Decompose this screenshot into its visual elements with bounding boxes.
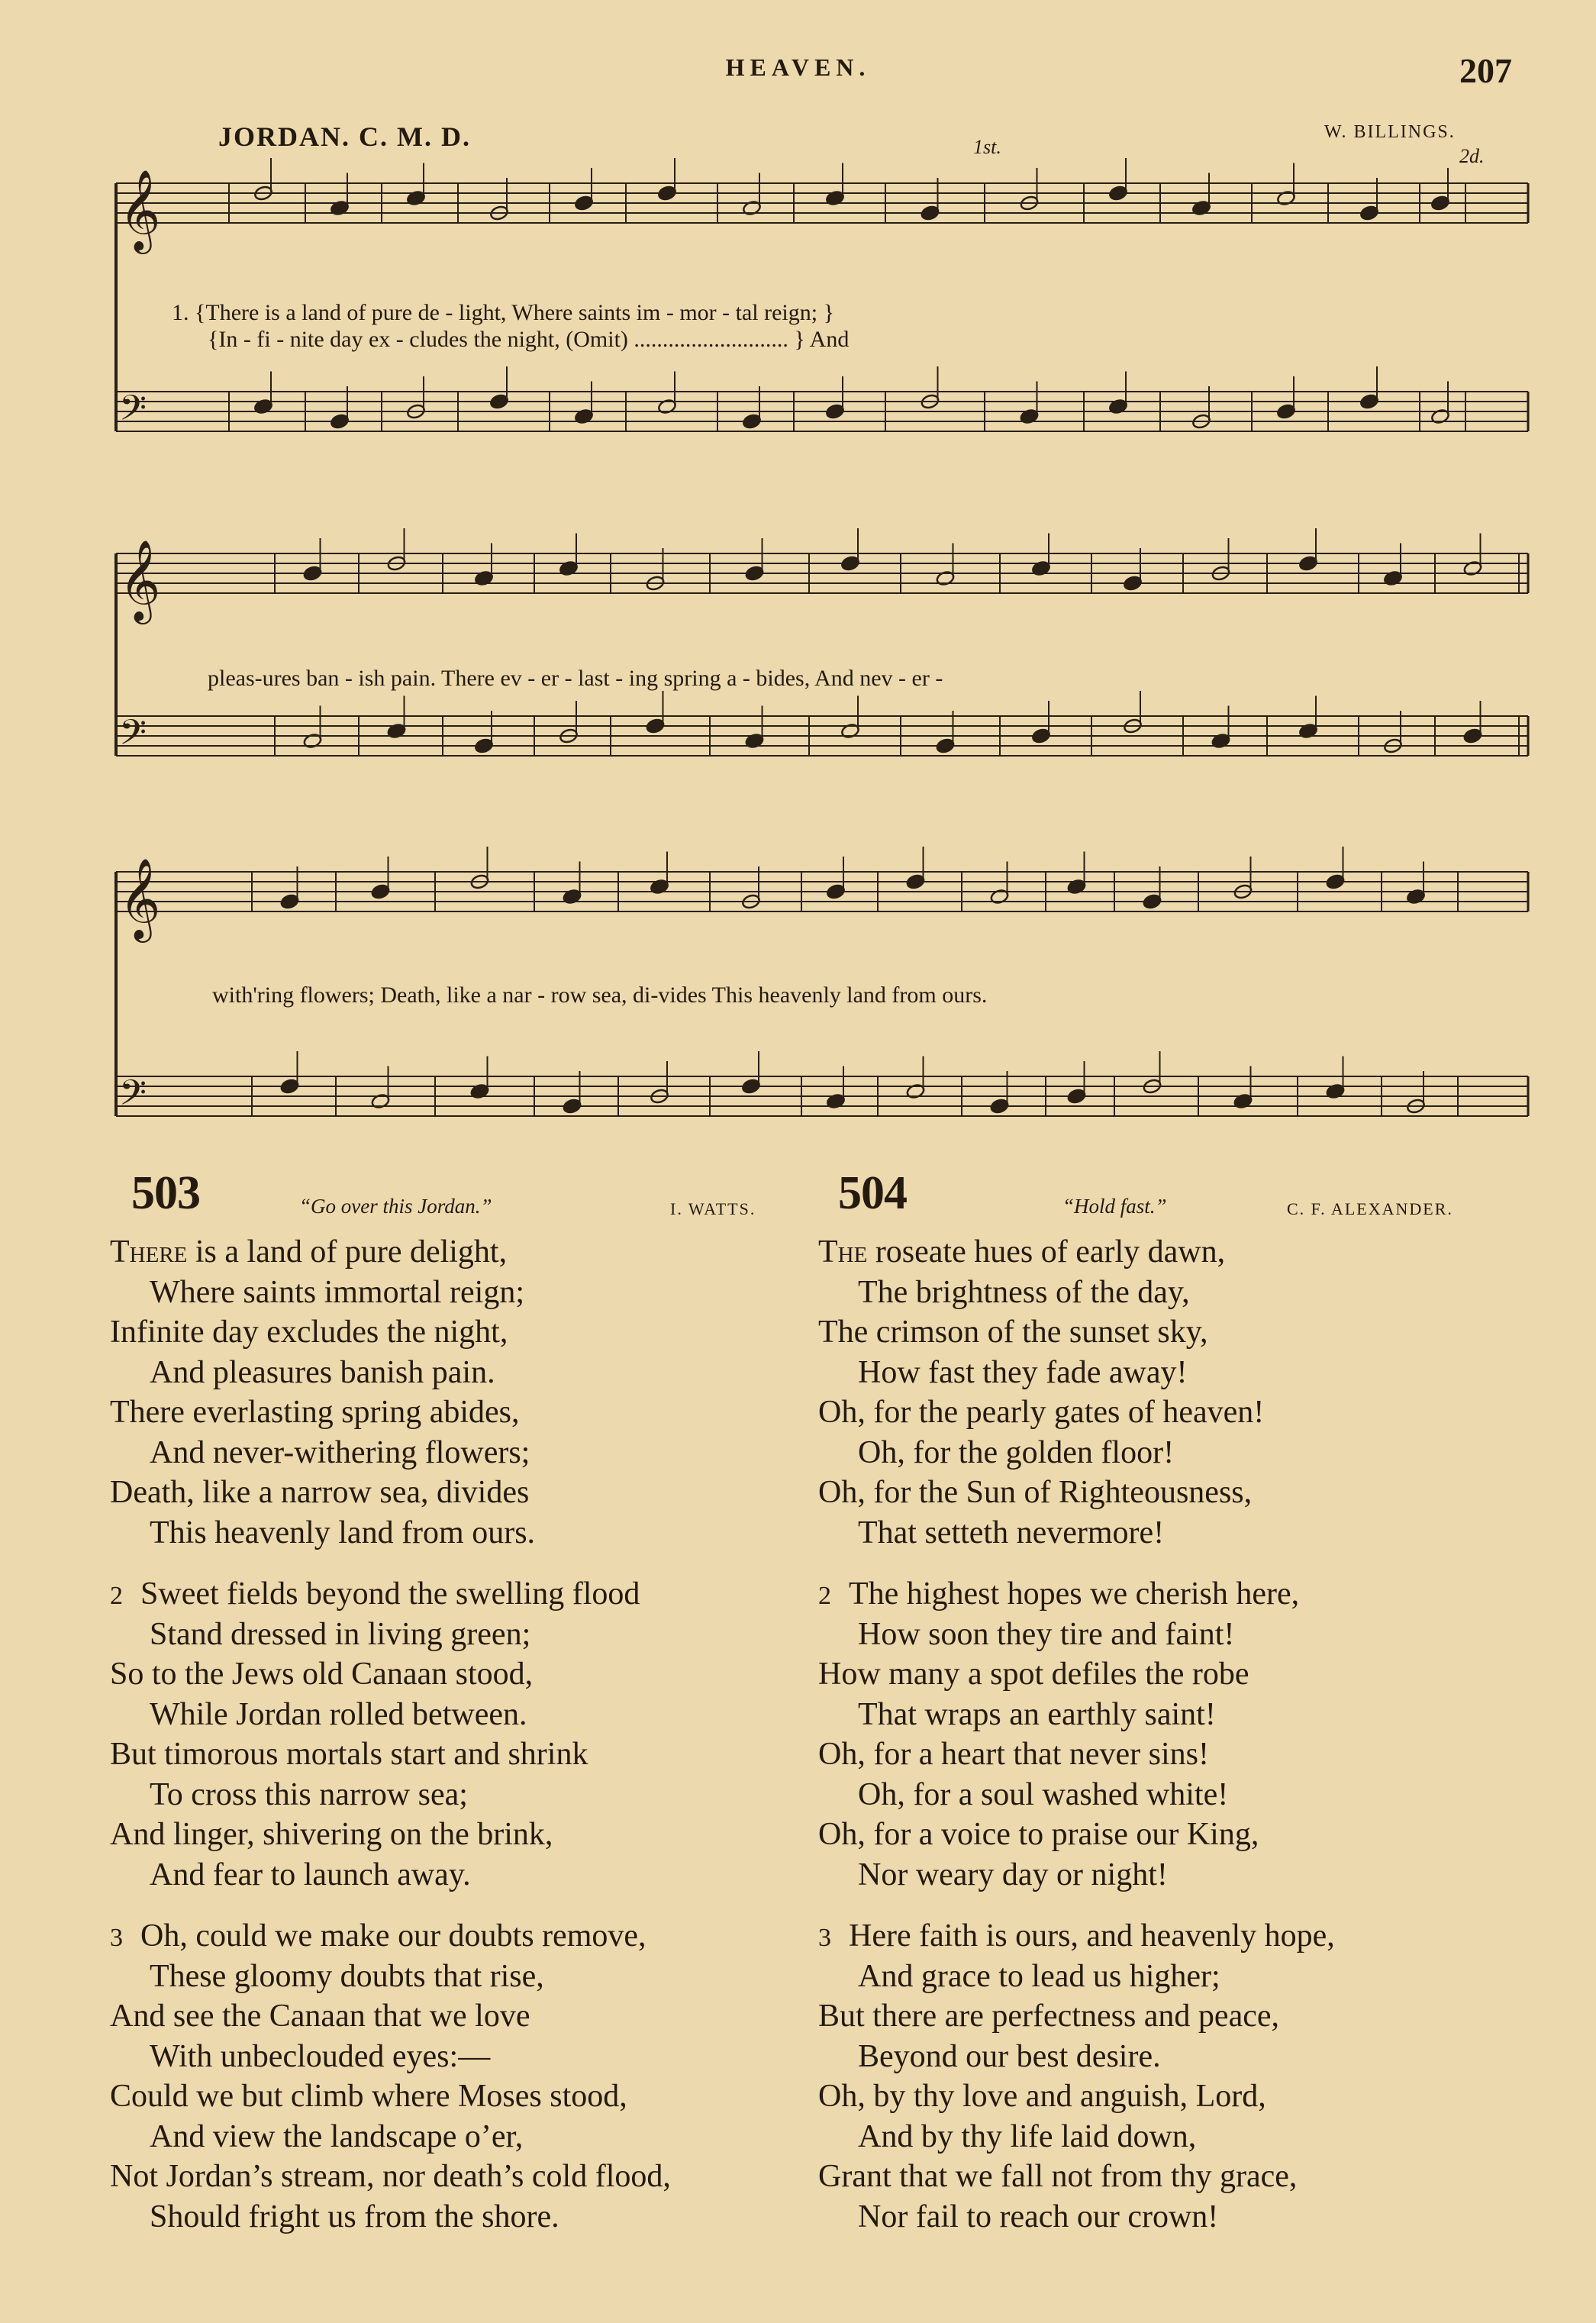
verse-line: Oh, for a voice to praise our King, [818, 1817, 1259, 1852]
hymn-motto: “Go over this Jordan.” [299, 1195, 492, 1218]
bass-clef-icon: 𝄢 [119, 1073, 147, 1122]
bass-clef-icon: 𝄢 [119, 712, 147, 762]
verse-line: Oh, for a heart that never sins! [818, 1737, 1209, 1772]
verse-line: And fear to launch away. [150, 1857, 471, 1892]
verse-line: And view the landscape o’er, [150, 2118, 524, 2154]
verse-line: Stand dressed in living green; [150, 1616, 531, 1652]
music-lyric-line: with'ring flowers; Death, like a nar - row sea, di-vides This heavenly land from ours. [212, 982, 988, 1008]
hymn-number: 504 [838, 1167, 907, 1219]
verse-line: To cross this narrow sea; [150, 1776, 468, 1812]
verse-line: But timorous mortals start and shrink [110, 1737, 588, 1772]
treble-clef-icon: 𝄞 [119, 857, 161, 939]
verse-line [818, 1574, 1505, 1615]
stanza-2 [110, 1574, 797, 1895]
verse-line: Not Jordan’s stream, nor death’s cold flood, [110, 2159, 671, 2194]
hymn-number: 503 [131, 1167, 200, 1219]
stanza-first-word: The [818, 1234, 868, 1270]
verse-line: And grace to lead us higher; [858, 1958, 1220, 1994]
verse-line: And never-withering flowers; [150, 1434, 530, 1470]
verse-line: How soon they tire and faint! [858, 1616, 1235, 1652]
verse-line: With unbeclouded eyes:— [150, 2038, 491, 2074]
hymn-author: I. WATTS. [670, 1199, 756, 1218]
verse-line-text: Here faith is ours, and heavenly hope, [849, 1918, 1335, 1954]
stanza-number: 3 [818, 1924, 831, 1952]
verse-line: This heavenly land from ours. [150, 1515, 536, 1550]
verse-line: While Jordan rolled between. [150, 1696, 527, 1732]
music-lyric-line: 1. {There is a land of pure de - light, Where saints im - mor - tal reign; } [172, 300, 834, 325]
music-lyric-line: pleas-ures ban - ish pain. There ev - er - last - ing spring a - bides, And nev - er - [208, 666, 943, 691]
verse-line [110, 1916, 797, 1957]
stanza-3 [818, 1916, 1505, 2237]
stanza-first-word: There [110, 1234, 188, 1270]
page-number: 207 [1459, 51, 1512, 90]
verse-line-text: Oh, could we make our doubts remove, [140, 1918, 646, 1954]
stanza-3 [110, 1916, 797, 2237]
verse-line: The crimson of the sunset sky, [818, 1315, 1208, 1350]
page-header-title: HEAVEN. [725, 53, 871, 81]
verse-line: Could we but climb where Moses stood, [110, 2079, 627, 2114]
hymn-503-text [110, 1232, 797, 2258]
verse-line-text: is a land of pure delight, [187, 1234, 508, 1270]
verse-line [818, 1916, 1505, 1957]
verse-line: Beyond our best desire. [858, 2038, 1161, 2074]
music-lyric-line: {In - fi - nite day ex - cludes the night, (Omit) ........................... } And [208, 327, 850, 352]
verse-line: How many a spot defiles the robe [818, 1657, 1249, 1692]
hymn-author: C. F. ALEXANDER. [1287, 1199, 1453, 1218]
verse-line: And see the Canaan that we love [110, 1999, 530, 2034]
tune-composer: W. BILLINGS. [1324, 122, 1456, 142]
verse-line: That wraps an earthly saint! [858, 1696, 1216, 1732]
verse-line: That setteth nevermore! [858, 1515, 1165, 1550]
verse-line: Oh, for the Sun of Righteousness, [818, 1475, 1253, 1510]
verse-line: Infinite day excludes the night, [110, 1315, 508, 1350]
verse-line [110, 1574, 797, 1615]
treble-clef-icon: 𝄞 [119, 169, 161, 250]
verse-line-text: roseate hues of early dawn, [867, 1234, 1226, 1270]
verse-line: Oh, by thy love and anguish, Lord, [818, 2079, 1266, 2114]
verse-line: These gloomy doubts that rise, [150, 1958, 544, 1994]
verse-line: The brightness of the day, [858, 1274, 1190, 1310]
verse-line: And by thy life laid down, [858, 2118, 1197, 2154]
verse-line: And pleasures banish pain. [150, 1354, 495, 1390]
hymn-504-text [818, 1232, 1505, 2258]
verse-line: And linger, shivering on the brink, [110, 1817, 553, 1852]
verse-line: So to the Jews old Canaan stood, [110, 1657, 534, 1692]
verse-line: Grant that we fall not from thy grace, [818, 2159, 1298, 2194]
verse-line: Should fright us from the shore. [150, 2199, 559, 2234]
verse-line: Where saints immortal reign; [150, 1274, 525, 1310]
verse-line: Oh, for a soul washed white! [858, 1776, 1229, 1812]
stanza-number: 2 [110, 1582, 123, 1610]
treble-clef-icon: 𝄞 [119, 539, 161, 621]
verse-line: Nor fail to reach our crown! [858, 2199, 1219, 2234]
stanza-2 [818, 1574, 1505, 1895]
verse-line [818, 1232, 1505, 1273]
verse-line-text: The highest hopes we cherish here, [849, 1576, 1300, 1612]
stanza-1 [110, 1232, 797, 1553]
verse-line: There everlasting spring abides, [110, 1395, 520, 1430]
verse-line: Oh, for the pearly gates of heaven! [818, 1395, 1265, 1430]
bass-clef-icon: 𝄢 [119, 388, 147, 437]
second-ending-label: 2d. [1459, 145, 1485, 167]
verse-line: Death, like a narrow sea, divides [110, 1475, 530, 1510]
verse-line [110, 1232, 797, 1273]
verse-line: But there are perfectness and peace, [818, 1999, 1279, 2034]
tune-name: JORDAN. C. M. D. [218, 121, 471, 152]
verse-line: How fast they fade away! [858, 1354, 1188, 1390]
stanza-number: 2 [818, 1582, 831, 1610]
verse-line-text: Sweet fields beyond the swelling flood [140, 1576, 640, 1612]
first-ending-label: 1st. [973, 136, 1001, 158]
verse-line: Oh, for the golden floor! [858, 1434, 1175, 1470]
stanza-1 [818, 1232, 1505, 1553]
verse-line: Nor weary day or night! [858, 1857, 1168, 1892]
stanza-number: 3 [110, 1924, 123, 1952]
hymn-motto: “Hold fast.” [1062, 1195, 1167, 1218]
